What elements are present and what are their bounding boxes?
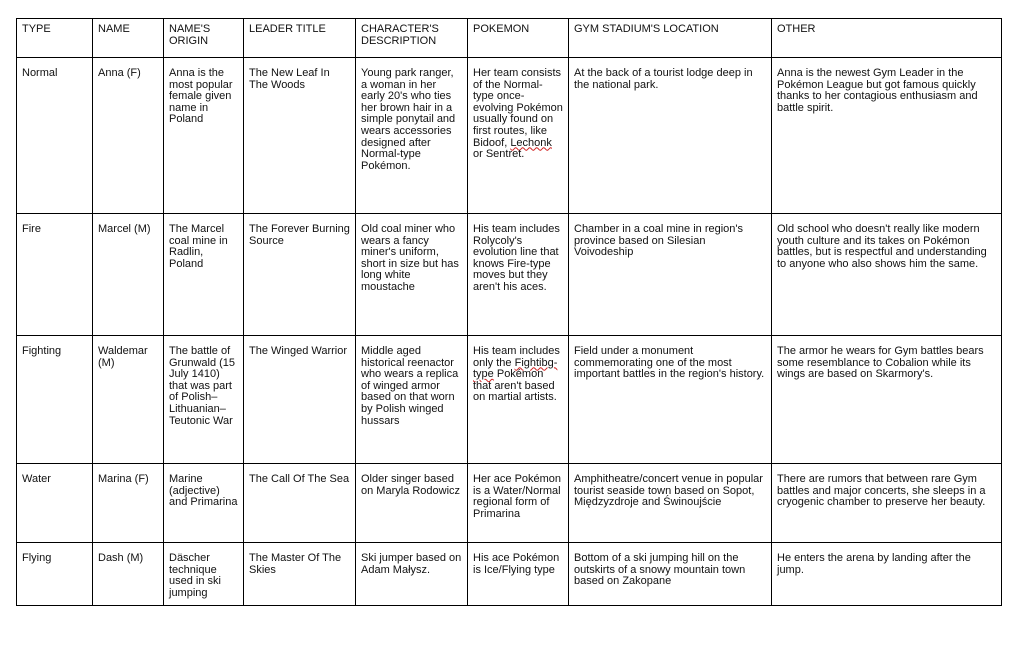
table-row	[17, 543, 1002, 606]
cell-name: Waldemar (M)	[93, 336, 164, 464]
table-row	[17, 464, 1002, 543]
cell-leader-title: The Call Of The Sea	[244, 464, 356, 543]
header-leader-title: LEADER TITLE	[244, 19, 356, 58]
cell-type: Fire	[17, 214, 93, 336]
cell-name: Marcel (M)	[93, 214, 164, 336]
cell-type: Fighting	[17, 336, 93, 464]
header-row	[17, 19, 1002, 58]
cell-location: Chamber in a coal mine in region's province based on Silesian Voivodeship	[569, 214, 772, 336]
header-name: NAME	[93, 19, 164, 58]
cell-description: Young park ranger, a woman in her early 20's who ties her brown hair in a simple ponytail and wears accessories designed after Normal-type Pokémon.	[356, 58, 468, 214]
cell-origin: Marine (adjective) and Primarina	[164, 464, 244, 543]
cell-type: Water	[17, 464, 93, 543]
spellcheck-mark: Fightibg-type	[473, 356, 558, 381]
cell-name: Marina (F)	[93, 464, 164, 543]
header-pokemon: POKEMON	[468, 19, 569, 58]
gym-leaders-table	[16, 18, 1002, 606]
cell-other: He enters the arena by landing after the jump.	[772, 543, 1002, 606]
cell-leader-title: The New Leaf In The Woods	[244, 58, 356, 214]
cell-origin: Anna is the most popular female given name in Poland	[164, 58, 244, 214]
cell-name: Dash (M)	[93, 543, 164, 606]
cell-other: Anna is the newest Gym Leader in the Pokémon League but got famous quickly thanks to her contagious enthusiasm and battle spirit.	[772, 58, 1002, 214]
header-location: GYM STADIUM'S LOCATION	[569, 19, 772, 58]
table-row	[17, 214, 1002, 336]
spellcheck-mark: Lechonk	[510, 136, 552, 149]
table-row	[17, 58, 1002, 214]
cell-location: Amphitheatre/concert venue in popular tourist seaside town based on Sopot, Międzyzdroje and Świnoujście	[569, 464, 772, 543]
cell-type: Normal	[17, 58, 93, 214]
cell-location: At the back of a tourist lodge deep in the national park.	[569, 58, 772, 214]
cell-other: The armor he wears for Gym battles bears some resemblance to Cobalion while its wings are based on Skarmory's.	[772, 336, 1002, 464]
cell-location: Field under a monument commemorating one of the most important battles in the region's history.	[569, 336, 772, 464]
table-row	[17, 336, 1002, 464]
cell-type: Flying	[17, 543, 93, 606]
cell-pokemon: His team includes Rolycoly's evolution line that knows Fire-type moves but they aren't his aces.	[468, 214, 569, 336]
header-type: TYPE	[17, 19, 93, 58]
cell-leader-title: The Forever Burning Source	[244, 214, 356, 336]
cell-origin: Däscher technique used in ski jumping	[164, 543, 244, 606]
cell-leader-title: The Winged Warrior	[244, 336, 356, 464]
cell-description: Older singer based on Maryla Rodowicz	[356, 464, 468, 543]
cell-pokemon: Her ace Pokémon is a Water/Normal regional form of Primarina	[468, 464, 569, 543]
cell-origin: The battle of Grunwald (15 July 1410) that was part of Polish–Lithuanian–Teutonic War	[164, 336, 244, 464]
header-other: OTHER	[772, 19, 1002, 58]
header-origin: NAME'S ORIGIN	[164, 19, 244, 58]
cell-other: There are rumors that between rare Gym battles and major concerts, she sleeps in a cryogenic chamber to preserve her beauty.	[772, 464, 1002, 543]
cell-leader-title: The Master Of The Skies	[244, 543, 356, 606]
cell-description: Ski jumper based on Adam Małysz.	[356, 543, 468, 606]
cell-name: Anna (F)	[93, 58, 164, 214]
cell-origin: The Marcel coal mine in Radlin, Poland	[164, 214, 244, 336]
cell-pokemon: His ace Pokémon is Ice/Flying type	[468, 543, 569, 606]
cell-pokemon: His team includes only the Fightibg-type Pokémon that aren't based on martial artists.	[468, 336, 569, 464]
cell-pokemon: Her team consists of the Normal-type once-evolving Pokémon usually found on first routes, like Bidoof, Lechonk or Sentret.	[468, 58, 569, 214]
header-description: CHARACTER'S DESCRIPTION	[356, 19, 468, 58]
cell-other: Old school who doesn't really like modern youth culture and its takes on Pokémon battles, but is respectful and understanding to anyone who also shows him the same.	[772, 214, 1002, 336]
cell-description: Middle aged historical reenactor who wears a replica of winged armor based on that worn by Polish winged hussars	[356, 336, 468, 464]
cell-description: Old coal miner who wears a fancy miner's uniform, short in size but has long white moustache	[356, 214, 468, 336]
cell-location: Bottom of a ski jumping hill on the outskirts of a snowy mountain town based on Zakopane	[569, 543, 772, 606]
